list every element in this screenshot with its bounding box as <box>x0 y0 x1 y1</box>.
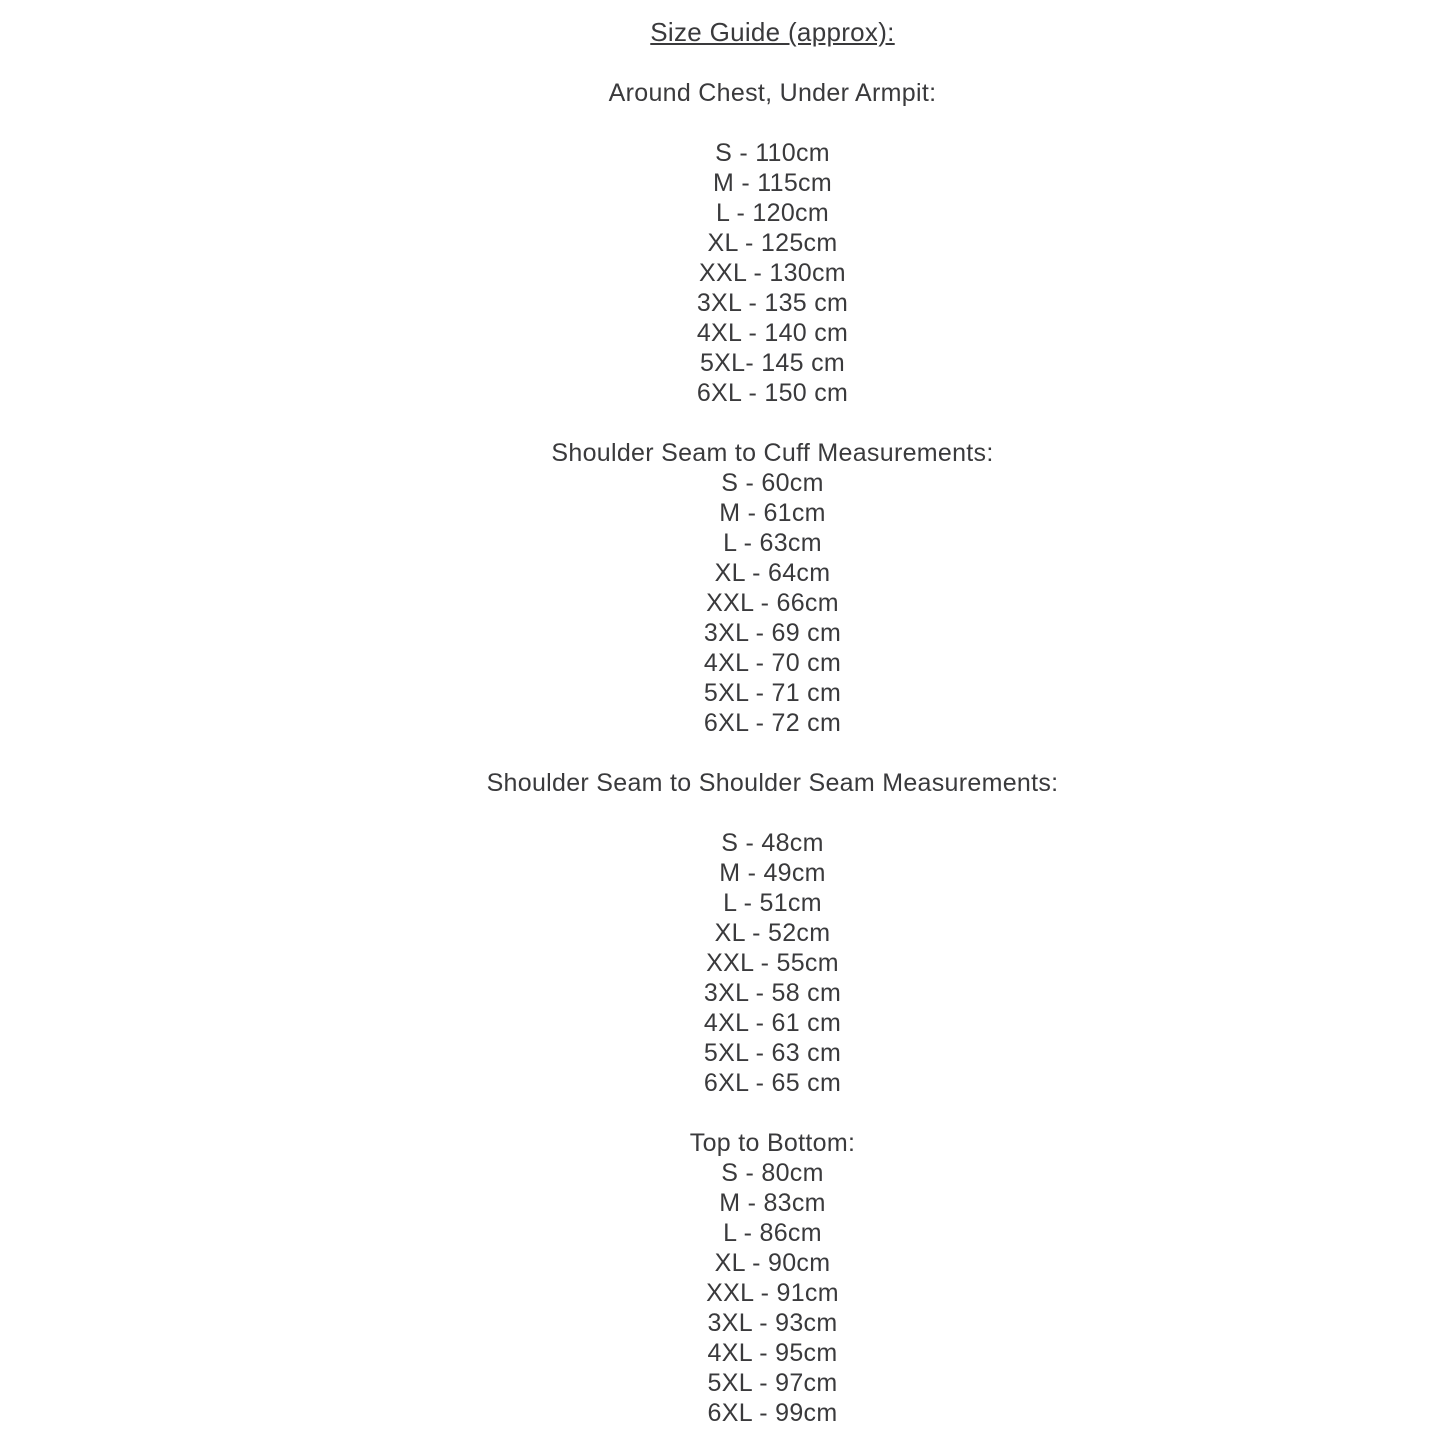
section-items <box>100 138 1445 408</box>
size-item: M - 61cm <box>719 499 826 527</box>
section-items <box>100 1158 1445 1428</box>
size-item: 4XL - 61 cm <box>703 1009 842 1037</box>
size-section <box>100 768 1445 1098</box>
size-guide-document <box>100 0 1445 1428</box>
size-item: XXL - 130cm <box>699 259 846 287</box>
sections <box>100 78 1445 1428</box>
size-item: 5XL - 97cm <box>707 1369 838 1397</box>
size-section <box>100 438 1445 738</box>
size-item: M - 115cm <box>713 169 832 197</box>
size-item: 6XL - 72 cm <box>703 709 842 737</box>
size-item: L - 120cm <box>716 199 829 227</box>
size-item: 4XL - 140 cm <box>696 319 849 347</box>
section-heading: Around Chest, Under Armpit: <box>608 79 937 107</box>
size-item: L - 51cm <box>723 889 822 917</box>
size-item: 4XL - 95cm <box>707 1339 838 1367</box>
size-item: XL - 52cm <box>714 919 831 947</box>
size-item: 3XL - 93cm <box>707 1309 838 1337</box>
size-item: 5XL - 71 cm <box>703 679 842 707</box>
size-item: 6XL - 150 cm <box>696 379 849 407</box>
size-item: 3XL - 135 cm <box>696 289 849 317</box>
size-item: S - 80cm <box>721 1159 824 1187</box>
section-heading: Shoulder Seam to Shoulder Seam Measurements: <box>486 769 1059 797</box>
size-item: 6XL - 65 cm <box>703 1069 842 1097</box>
size-item: XL - 125cm <box>707 229 838 257</box>
size-section <box>100 78 1445 408</box>
size-item: L - 86cm <box>723 1219 822 1247</box>
size-item: L - 63cm <box>723 529 822 557</box>
size-item: M - 49cm <box>719 859 826 887</box>
size-item: 5XL - 63 cm <box>703 1039 842 1067</box>
size-item: 3XL - 69 cm <box>703 619 842 647</box>
section-heading: Top to Bottom: <box>689 1129 856 1157</box>
size-section <box>100 1128 1445 1428</box>
size-item: S - 48cm <box>721 829 824 857</box>
size-item: 6XL - 99cm <box>707 1399 838 1427</box>
section-heading: Shoulder Seam to Cuff Measurements: <box>551 439 994 467</box>
size-item: 5XL- 145 cm <box>699 349 846 377</box>
size-item: 4XL - 70 cm <box>703 649 842 677</box>
size-item: S - 110cm <box>715 139 830 167</box>
size-item: 3XL - 58 cm <box>703 979 842 1007</box>
size-item: M - 83cm <box>719 1189 826 1217</box>
section-items <box>100 468 1445 738</box>
size-item: XL - 90cm <box>714 1249 831 1277</box>
size-item: S - 60cm <box>721 469 824 497</box>
size-item: XL - 64cm <box>714 559 831 587</box>
size-item: XXL - 91cm <box>706 1279 839 1307</box>
size-item: XXL - 66cm <box>706 589 839 617</box>
section-items <box>100 828 1445 1098</box>
size-item: XXL - 55cm <box>706 949 839 977</box>
size-guide-title: Size Guide (approx): <box>650 17 895 47</box>
